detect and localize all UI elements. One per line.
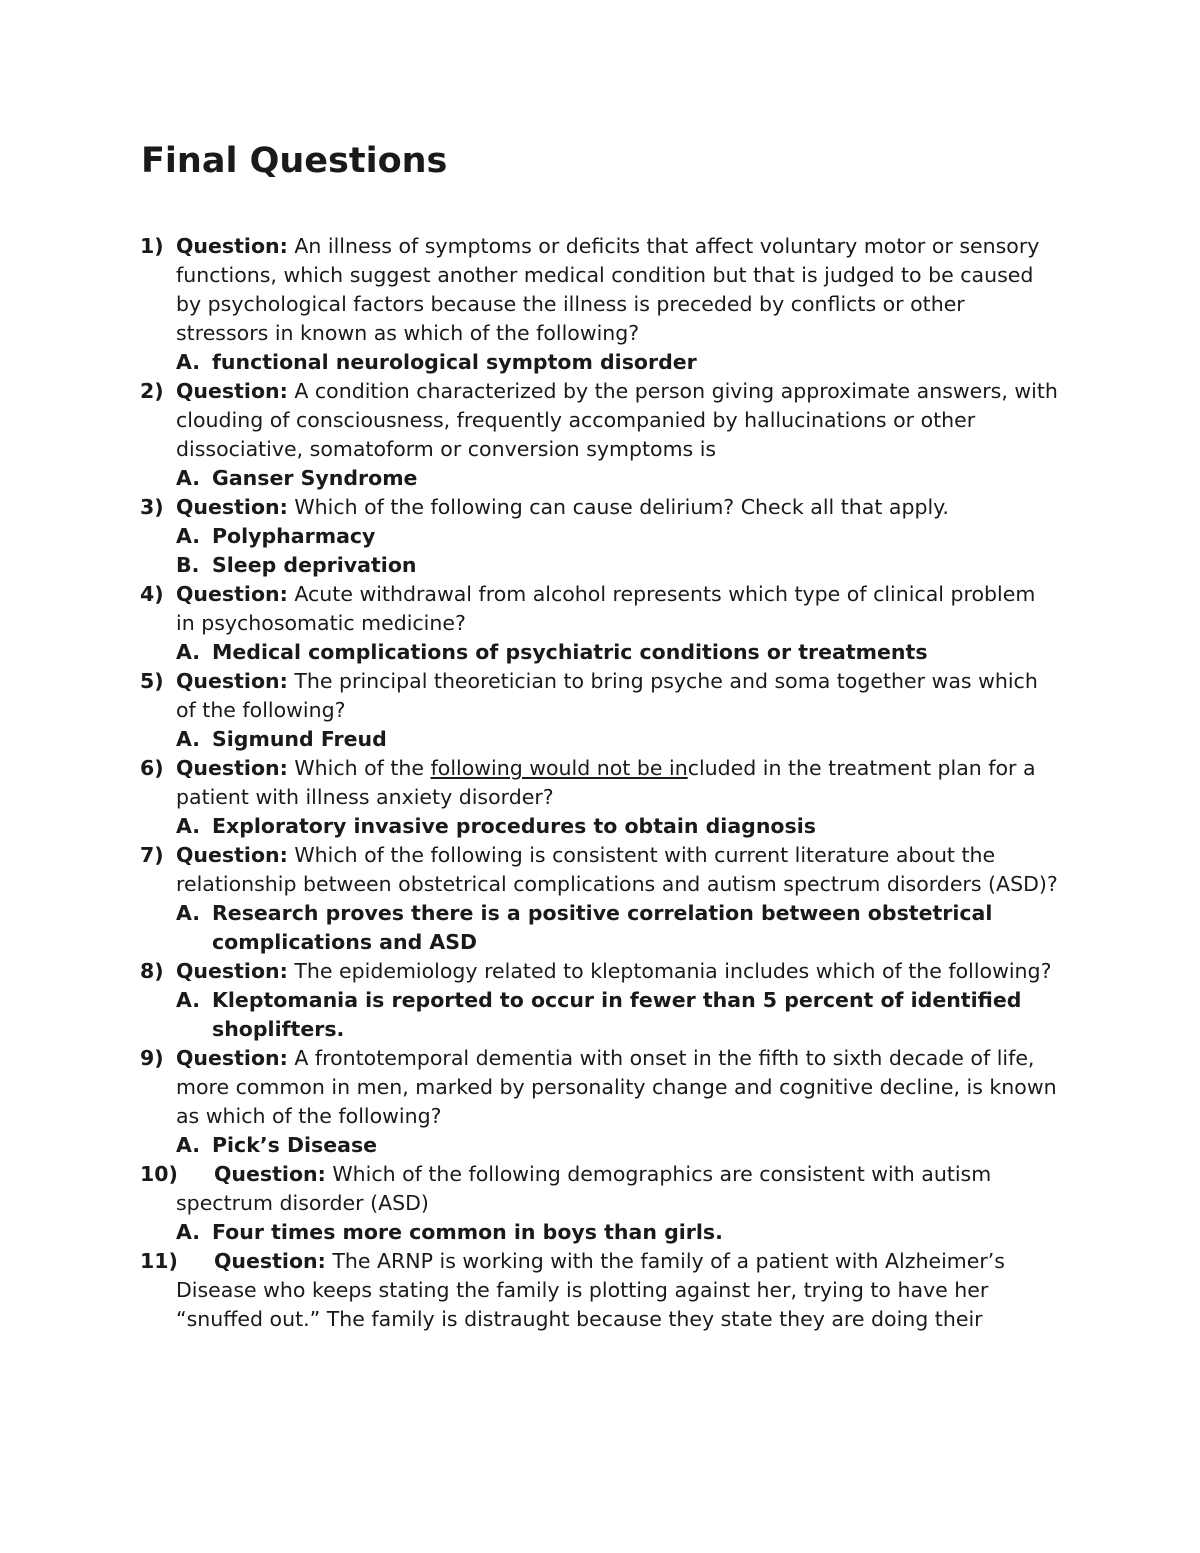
answer-text: Four times more common in boys than girls. (212, 1220, 723, 1244)
answer-item (176, 1218, 1060, 1247)
question-text: Acute withdrawal from alcohol represents which type of clinical problem in psychosomatic medicine? (176, 582, 1036, 635)
answer-item (176, 638, 1060, 667)
question-label: Question: (176, 582, 288, 606)
question-text: Which of the following demographics are consistent with autism spectrum disorder (ASD) (176, 1162, 992, 1215)
question-item (140, 754, 1060, 841)
question-label: Question: (176, 669, 288, 693)
question-label: Question: (176, 1046, 288, 1070)
question-label: Question: (176, 234, 288, 258)
question-item (140, 841, 1060, 957)
question-number: 11) (140, 1249, 178, 1273)
question-item (140, 232, 1060, 377)
answer-letter: B. (176, 553, 200, 577)
answer-text: Sigmund Freud (212, 727, 387, 751)
question-label: Question: (176, 379, 288, 403)
answer-item (176, 986, 1060, 1044)
question-text: A frontotemporal dementia with onset in the fifth to sixth decade of life, more common in men, marked by personality change and cognitive decline, is known as which of the following? (176, 1046, 1057, 1128)
question-number: 4) (140, 582, 164, 606)
question-text: The principal theoretician to bring psyche and soma together was which of the following? (176, 669, 1038, 722)
answer-item (176, 899, 1060, 957)
question-number: 3) (140, 495, 164, 519)
question-label: Question: (176, 756, 288, 780)
question-text-underlined: following would not be in (430, 756, 688, 780)
question-item (140, 1044, 1060, 1160)
question-number: 10) (140, 1162, 178, 1186)
answer-text: Research proves there is a positive correlation between obstetrical complications and ASD (212, 901, 993, 954)
answer-letter: A. (176, 901, 201, 925)
answer-letter: A. (176, 524, 201, 548)
question-text: Which of the (294, 756, 431, 780)
answer-item (176, 464, 1060, 493)
question-item (140, 493, 1060, 580)
question-item (140, 667, 1060, 754)
answer-letter: A. (176, 988, 201, 1012)
answer-item (176, 551, 1060, 580)
question-number: 2) (140, 379, 164, 403)
answer-letter: A. (176, 640, 201, 664)
question-text: Which of the following can cause delirium? Check all that apply. (294, 495, 949, 519)
answer-text: Ganser Syndrome (212, 466, 418, 490)
question-number: 9) (140, 1046, 164, 1070)
answer-item (176, 1131, 1060, 1160)
question-number: 8) (140, 959, 164, 983)
question-item (140, 580, 1060, 667)
answer-letter: A. (176, 466, 201, 490)
answer-item (176, 522, 1060, 551)
question-label: Question: (176, 495, 288, 519)
answer-letter: A. (176, 1133, 201, 1157)
question-number: 7) (140, 843, 164, 867)
answer-item (176, 725, 1060, 754)
question-text: Which of the following is consistent with current literature about the relationship between obstetrical complications and autism spectrum disorders (ASD)? (176, 843, 1058, 896)
question-label: Question: (176, 959, 288, 983)
question-number: 6) (140, 756, 164, 780)
question-item (140, 377, 1060, 493)
question-number: 1) (140, 234, 164, 258)
question-text: cluded in the treatment plan for a patient with illness anxiety disorder? (176, 756, 1036, 809)
page-title: Final Questions (141, 141, 448, 181)
question-label: Question: (176, 843, 288, 867)
answer-letter: A. (176, 1220, 201, 1244)
answer-text: Kleptomania is reported to occur in fewer than 5 percent of identified shoplifters. (212, 988, 1022, 1041)
question-label: Question: (214, 1249, 326, 1273)
question-number: 5) (140, 669, 164, 693)
question-text: An illness of symptoms or deficits that affect voluntary motor or sensory functions, which suggest another medical condition but that is judged to be caused by psychological factors because the illness is preceded by conflicts or other stressors in known as which of the following? (176, 234, 1040, 345)
question-item (140, 1160, 1060, 1247)
answer-text: Sleep deprivation (212, 553, 417, 577)
question-item (140, 1247, 1060, 1334)
answer-item (176, 812, 1060, 841)
answer-text: functional neurological symptom disorder (212, 350, 697, 374)
question-text: The epidemiology related to kleptomania includes which of the following? (294, 959, 1052, 983)
answer-text: Pick’s Disease (212, 1133, 378, 1157)
answer-text: Polypharmacy (212, 524, 376, 548)
answer-letter: A. (176, 350, 201, 374)
question-list (140, 232, 1060, 1334)
answer-letter: A. (176, 814, 201, 838)
answer-text: Medical complications of psychiatric conditions or treatments (212, 640, 928, 664)
question-label: Question: (214, 1162, 326, 1186)
answer-item (176, 348, 1060, 377)
answer-text: Exploratory invasive procedures to obtain diagnosis (212, 814, 816, 838)
question-text: A condition characterized by the person giving approximate answers, with clouding of consciousness, frequently accompanied by hallucinations or other dissociative, somatoform or conversion symptoms is (176, 379, 1058, 461)
question-text: The ARNP is working with the family of a patient with Alzheimer’s Disease who keeps stating the family is plotting against her, trying to have her “snuffed out.” The family is distraught because they state they are doing their (176, 1249, 1005, 1331)
question-item (140, 957, 1060, 1044)
answer-letter: A. (176, 727, 201, 751)
